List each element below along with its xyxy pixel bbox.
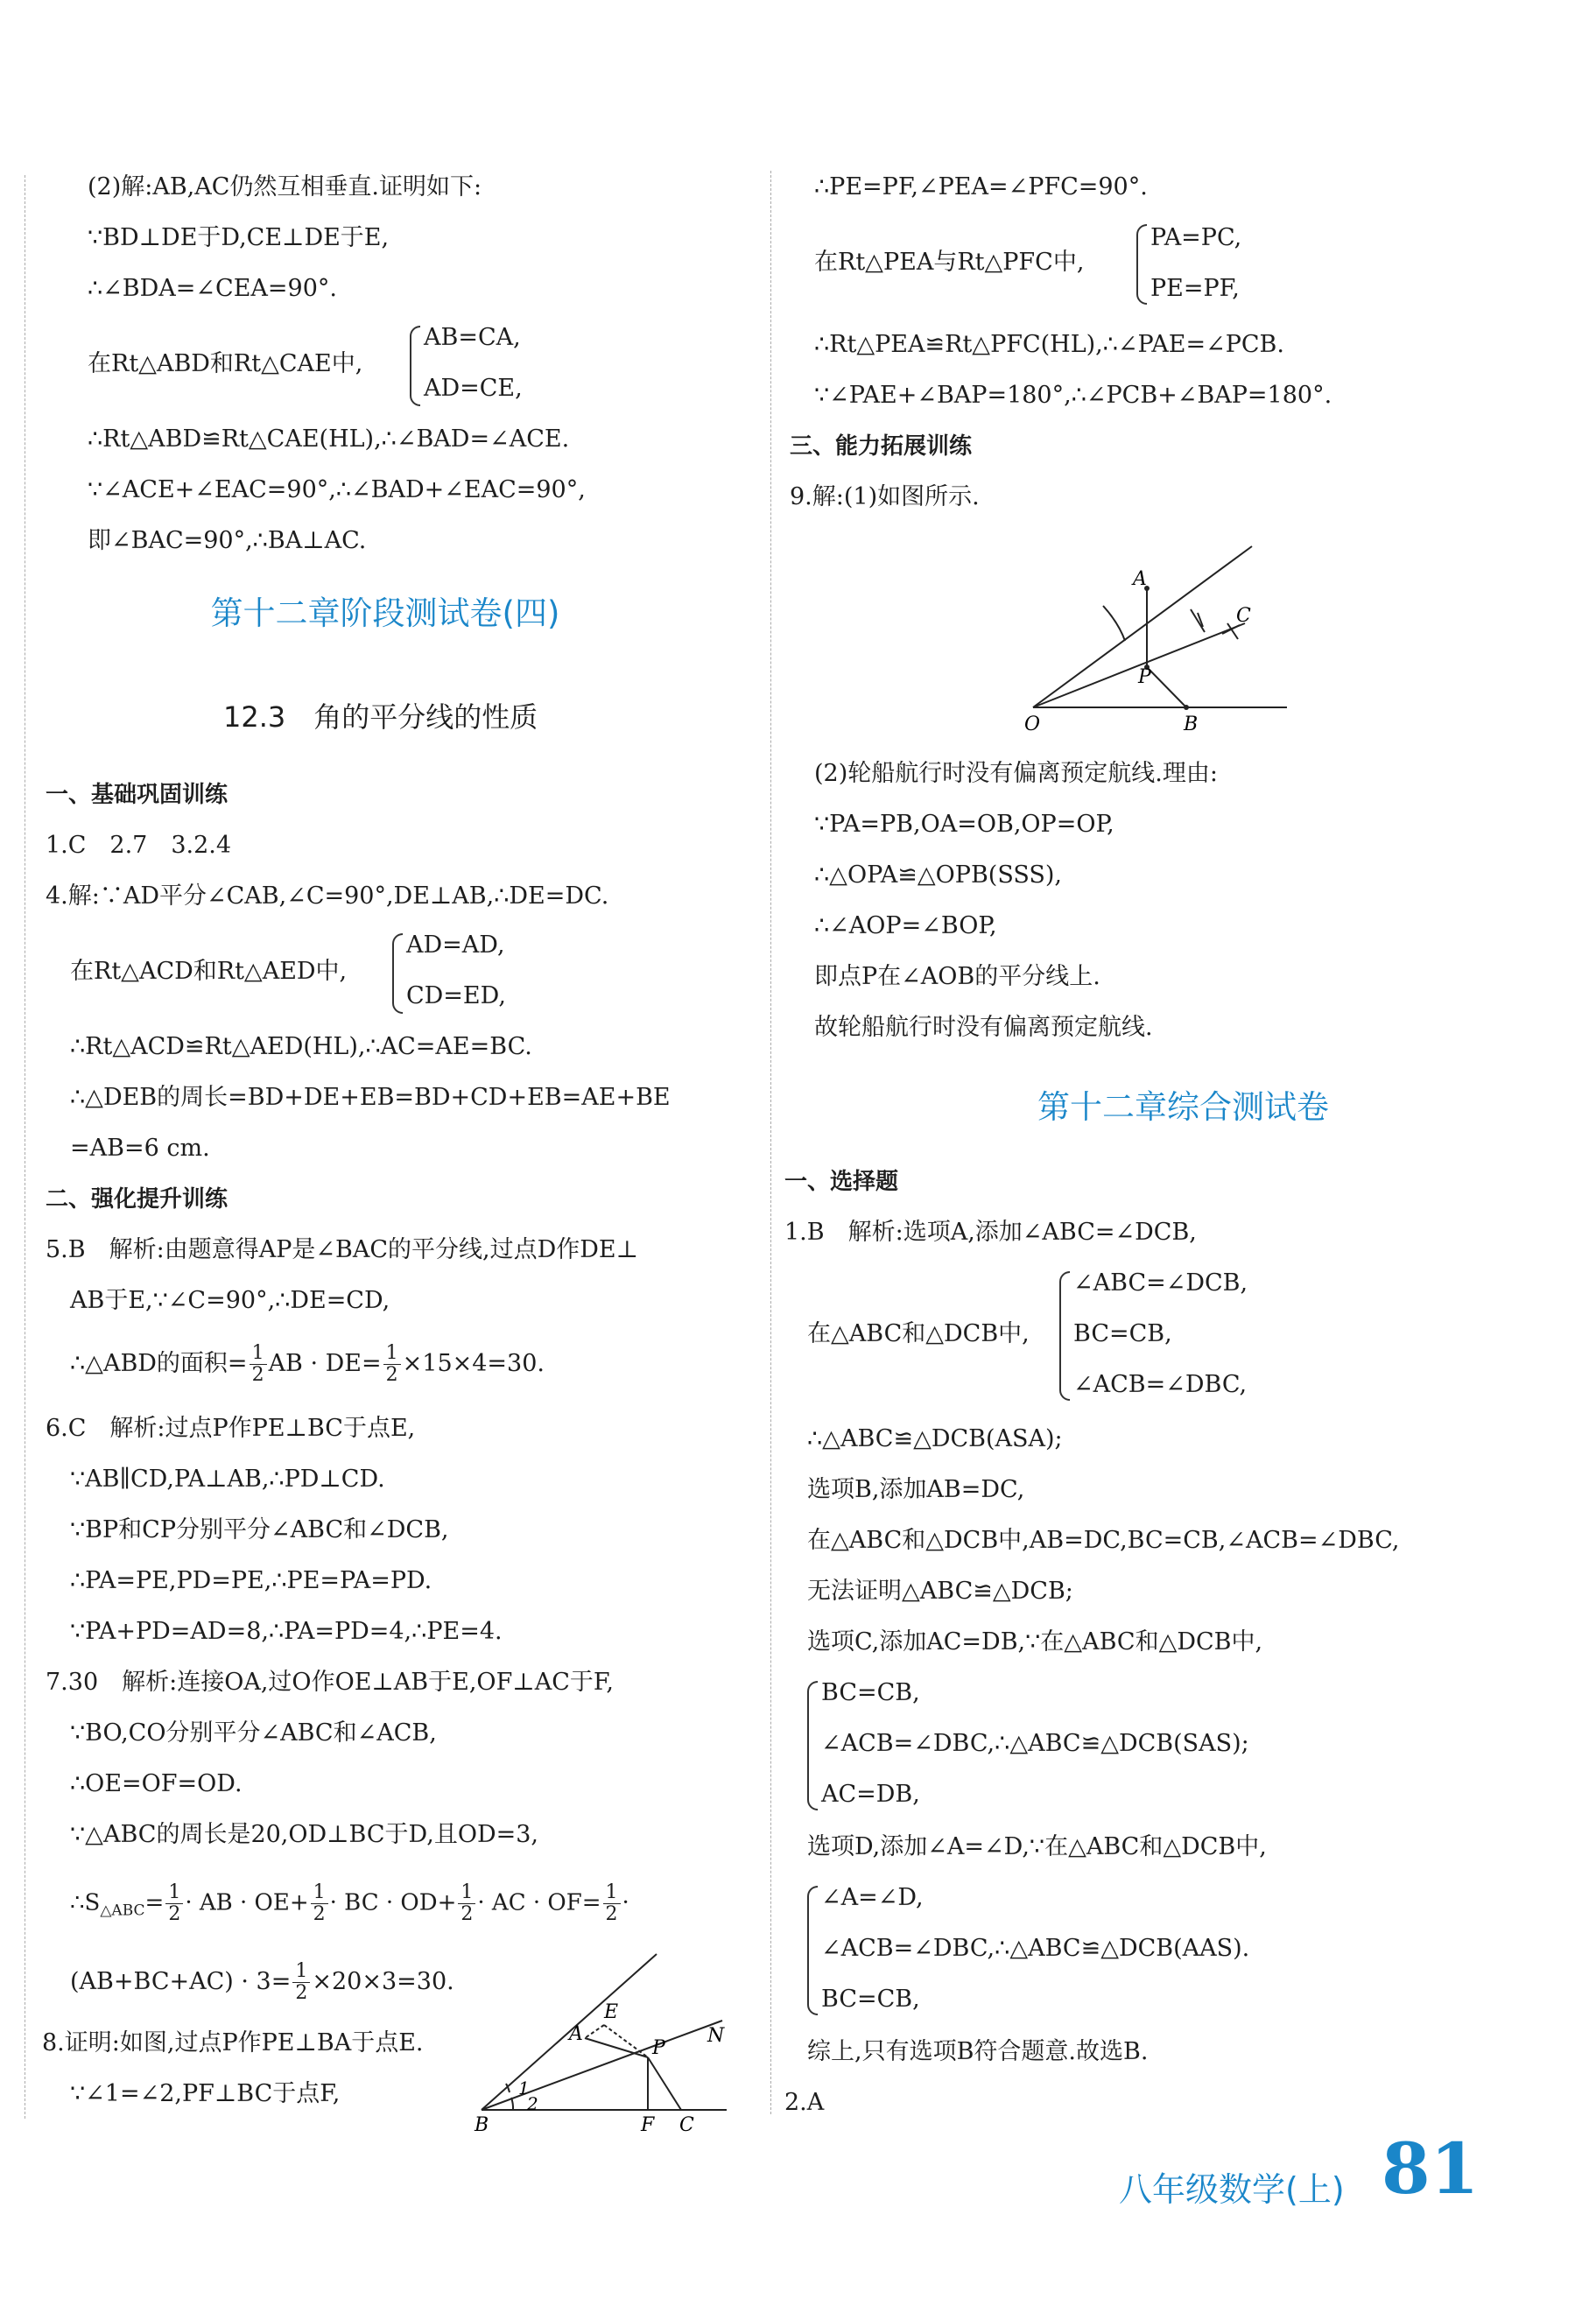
text-line: 9.解:(1)如图所示. (790, 483, 980, 510)
text-line: 8.证明:如图,过点P作PE⊥BA于点E. (42, 2029, 424, 2056)
text-line: ∵AB∥CD,PA⊥AB,∴PD⊥CD. (70, 1466, 385, 1493)
text-line: AD=AD, (406, 932, 505, 959)
text-line: 在Rt△PEA与Rt△PFC中, (814, 249, 1085, 276)
text-line: ∠ACB=∠DBC,∴△ABC≌△DCB(SAS); (821, 1730, 1249, 1757)
text-line: ∴∠BDA=∠CEA=90°. (88, 275, 337, 302)
text-line: ∵∠1=∠2,PF⊥BC于点F, (70, 2080, 341, 2107)
text-line: ∵BP和CP分别平分∠ABC和∠DCB, (70, 1516, 449, 1543)
text-line: 无法证明△ABC≌△DCB; (807, 1578, 1073, 1605)
text-line: ∴△DEB的周长=BD+DE+EB=BD+CD+EB=AE+BE (70, 1084, 671, 1111)
text-line: 在Rt△ACD和Rt△AED中, (70, 958, 348, 985)
fraction: $\frac{1}{2}$ (250, 1343, 267, 1386)
text-line: BC=CB, (1073, 1320, 1172, 1347)
label-C: C (1236, 605, 1251, 627)
formula-line: (AB+BC+AC) · 3= $\frac{1}{2}$ ×20×3=30. (70, 1960, 454, 2004)
text-line: PA=PC, (1150, 224, 1242, 251)
text-line: ∵PA+PD=AD=8,∴PA=PD=4,∴PE=4. (70, 1618, 503, 1645)
chapter-title: 第十二章综合测试卷 (1037, 1088, 1329, 1126)
text-line: ∴PA=PE,PD=PE,∴PE=PA=PD. (70, 1567, 432, 1594)
fraction: $\frac{1}{2}$ (292, 1961, 310, 2004)
text-line: AC=DB, (821, 1781, 920, 1808)
text-line: ∴Rt△PEA≌Rt△PFC(HL),∴∠PAE=∠PCB. (814, 331, 1284, 358)
text-line: ∠A=∠D, (821, 1884, 924, 1911)
text-line: ∵BO,CO分别平分∠ABC和∠ACB, (70, 1719, 437, 1747)
label-F: F (641, 2114, 655, 2136)
label-O: O (1024, 714, 1041, 735)
text-line: 1.C 2.7 3.2.4 (46, 832, 232, 859)
text-line: ∵∠PAE+∠BAP=180°,∴∠PCB+∠BAP=180°. (814, 382, 1332, 409)
text-line: ∠ACB=∠DBC, (1073, 1371, 1248, 1398)
brace (392, 933, 403, 1014)
label-P: P (1138, 666, 1151, 688)
label-B: B (475, 2114, 489, 2136)
text-line: =AB=6 cm. (70, 1135, 210, 1162)
label-E: E (604, 2001, 619, 2023)
text-line: ∵BD⊥DE于D,CE⊥DE于E, (88, 224, 390, 251)
brace (1059, 1271, 1070, 1401)
text-line: 选项C,添加AC=DB,∵在△ABC和△DCB中, (807, 1628, 1263, 1656)
text-line: 在△ABC和△DCB中, (807, 1320, 1030, 1347)
label-N: N (707, 2025, 725, 2047)
figure-problem-8 (473, 1944, 735, 2136)
text-line: PE=PF, (1150, 275, 1240, 302)
text-line: 7.30 解析:连接OA,过O作OE⊥AB于E,OF⊥AC于F, (46, 1669, 614, 1696)
text-line: ∴Rt△ACD≌Rt△AED(HL),∴AC=AE=BC. (70, 1033, 532, 1060)
fraction: $\frac{1}{2}$ (383, 1343, 401, 1386)
section-heading: 一、选择题 (784, 1169, 899, 1195)
label-angle-2: 2 (527, 2093, 538, 2114)
text-line: ∴OE=OF=OD. (70, 1770, 243, 1797)
label-A: A (1133, 568, 1147, 590)
text-line: ∵PA=PB,OA=OB,OP=OP, (814, 811, 1114, 838)
section-heading: 一、基础巩固训练 (46, 782, 229, 808)
figure-problem-9 (1016, 536, 1296, 737)
text-line: 选项B,添加AB=DC, (807, 1476, 1025, 1503)
text-line: BC=CB, (821, 1986, 920, 2013)
formula-line: ∴△ABD的面积= $\frac{1}{2}$ AB · DE= $\frac{1}{2}$ ×15×4=30. (70, 1342, 545, 1386)
fraction: $\frac{1}{2}$ (603, 1882, 621, 1925)
footer-subject: 八年级数学(上) (1119, 2170, 1345, 2209)
label-angle-1: 1 (518, 2077, 530, 2099)
text-line: AD=CE, (424, 375, 523, 402)
text-line: 在△ABC和△DCB中,AB=DC,BC=CB,∠ACB=∠DBC, (807, 1527, 1400, 1554)
text-line: (2)解:AB,AC仍然互相垂直.证明如下: (88, 173, 482, 200)
text-line: ∴PE=PF,∠PEA=∠PFC=90°. (814, 173, 1148, 200)
text-line: ∠ACB=∠DBC,∴△ABC≌△DCB(AAS). (821, 1935, 1250, 1962)
fraction: $\frac{1}{2}$ (165, 1882, 183, 1925)
text-line: (2)轮船航行时没有偏离预定航线.理由: (814, 760, 1218, 787)
text-line: CD=ED, (406, 982, 506, 1009)
text-line: ∴△ABC≌△DCB(ASA); (807, 1425, 1063, 1452)
text-line: 2.A (784, 2089, 825, 2116)
label-P: P (652, 2037, 665, 2059)
text-line: 5.B 解析:由题意得AP是∠BAC的平分线,过点D作DE⊥ (46, 1236, 638, 1263)
label-C: C (679, 2114, 694, 2136)
brace (807, 1886, 818, 2015)
section-heading: 二、强化提升训练 (46, 1186, 229, 1213)
section-heading: 三、能力拓展训练 (790, 433, 973, 460)
page-number: 81 (1382, 2127, 1480, 2210)
brace (1136, 224, 1147, 305)
text-line: ∵△ABC的周长是20,OD⊥BC于D,且OD=3, (70, 1821, 538, 1848)
label-A: A (569, 2023, 583, 2045)
section-title: 12.3 角的平分线的性质 (223, 700, 538, 734)
text-line: ∴Rt△ABD≌Rt△CAE(HL),∴∠BAD=∠ACE. (88, 425, 570, 453)
text-line: 4.解:∵AD平分∠CAB,∠C=90°,DE⊥AB,∴DE=DC. (46, 882, 609, 910)
text-line: 在Rt△ABD和Rt△CAE中, (88, 350, 363, 377)
text-line: BC=CB, (821, 1679, 920, 1706)
fraction: $\frac{1}{2}$ (311, 1882, 328, 1925)
fraction: $\frac{1}{2}$ (458, 1882, 475, 1925)
text-line: AB=CA, (424, 324, 521, 351)
brace (807, 1681, 818, 1810)
column-divider (770, 171, 771, 2114)
text-line: ∴∠AOP=∠BOP, (814, 912, 997, 939)
text-line: 1.B 解析:选项A,添加∠ABC=∠DCB, (784, 1219, 1197, 1246)
text-line: 即点P在∠AOB的平分线上. (814, 963, 1100, 990)
text-line: AB于E,∵∠C=90°,∴DE=CD, (70, 1287, 390, 1314)
formula-line: $\therefore S_{\triangle ABC}=$ $\frac{1}{2}$ · AB · OE+ $\frac{1}{2}$ · BC · OD+ $\frac{1}{2}$ · AC · OF= $\frac{1}{2}$ · (70, 1881, 629, 1925)
brace (410, 326, 420, 406)
text-line: 6.C 解析:过点P作PE⊥BC于点E, (46, 1415, 416, 1442)
text-line: 选项D,添加∠A=∠D,∵在△ABC和△DCB中, (807, 1833, 1267, 1860)
text-line: 综上,只有选项B符合题意.故选B. (807, 2038, 1149, 2065)
point-B (1184, 705, 1189, 710)
chapter-title: 第十二章阶段测试卷(四) (210, 594, 560, 632)
text-line: ∠ABC=∠DCB, (1073, 1269, 1248, 1297)
text-line: 即∠BAC=90°,∴BA⊥AC. (88, 527, 367, 554)
label-B: B (1184, 714, 1199, 735)
text-line: ∴△OPA≌△OPB(SSS), (814, 861, 1062, 889)
text-line: 故轮船航行时没有偏离预定航线. (814, 1014, 1153, 1041)
text-line: ∵∠ACE+∠EAC=90°,∴∠BAD+∠EAC=90°, (88, 476, 586, 503)
